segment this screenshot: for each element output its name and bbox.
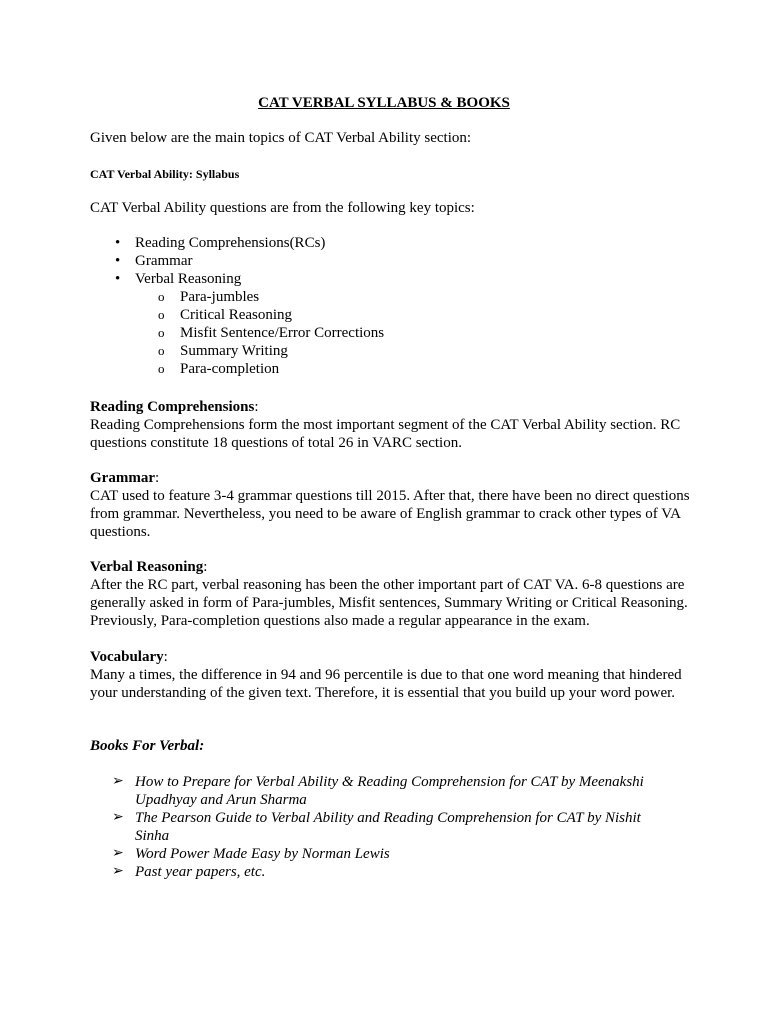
grammar-heading-line xyxy=(90,469,690,487)
subtopic-label: Summary Writing xyxy=(180,343,288,359)
syllabus-heading: CAT Verbal Ability: Syllabus xyxy=(90,167,240,181)
list-item xyxy=(90,360,690,378)
vocab-heading: Vocabulary xyxy=(90,649,164,665)
verbal-body: After the RC part, verbal reasoning has been the other important part of CAT VA. 6-8 questions are generally asked in form of Para-jumbles, Misfit sentences, Summary Writing or Critical Reasoning. Previously, Para-completion questions also made a regular appearance in the exam. xyxy=(90,577,688,629)
list-item xyxy=(90,773,670,809)
list-item xyxy=(90,845,670,863)
list-item xyxy=(90,288,690,306)
topic-label: Verbal Reasoning xyxy=(135,271,242,287)
rc-colon: : xyxy=(254,399,259,415)
arrow-bullet-icon: ➢ xyxy=(112,774,124,789)
verbal-heading-line xyxy=(90,558,690,576)
rc-heading: Reading Comprehensions xyxy=(90,399,255,415)
list-item xyxy=(90,306,690,324)
subtopic-label: Para-completion xyxy=(180,361,280,377)
circle-bullet-icon: o xyxy=(158,361,165,376)
bullet-icon: • xyxy=(115,235,121,251)
circle-bullet-icon: o xyxy=(158,343,165,358)
arrow-bullet-icon: ➢ xyxy=(112,810,124,825)
intro-text: Given below are the main topics of CAT Verbal Ability section: xyxy=(90,130,472,146)
grammar-colon: : xyxy=(154,470,160,486)
vocab-heading-line xyxy=(90,648,690,666)
circle-bullet-icon: o xyxy=(158,307,165,322)
book-title: How to Prepare for Verbal Ability & Reading Comprehension for CAT by Meenakshi Upadhyay and Arun Sharma xyxy=(135,774,644,808)
verbal-heading: Verbal Reasoning xyxy=(90,559,204,575)
book-title: Word Power Made Easy by Norman Lewis xyxy=(135,846,390,862)
bullet-icon: • xyxy=(115,271,121,287)
rc-heading-line xyxy=(90,398,690,416)
grammar-body: CAT used to feature 3-4 grammar questions till 2015. After that, there have been no direct questions from grammar. Nevertheless, you need to be aware of English grammar to crack other types of VA questions. xyxy=(90,488,690,540)
circle-bullet-icon: o xyxy=(158,325,165,340)
books-list xyxy=(90,773,670,881)
grammar-heading: Grammar xyxy=(90,470,155,486)
vocab-body: Many a times, the difference in 94 and 96 percentile is due to that one word meaning that hindered your understanding of the given text. Therefore, it is essential that you build up your word power. xyxy=(90,667,682,701)
topic-label: Grammar xyxy=(135,253,193,269)
list-item xyxy=(90,863,670,881)
arrow-bullet-icon: ➢ xyxy=(112,846,124,861)
list-item xyxy=(90,270,690,288)
verbal-section xyxy=(90,558,690,630)
arrow-bullet-icon: ➢ xyxy=(112,864,124,879)
circle-bullet-icon: o xyxy=(158,289,165,304)
topics-list xyxy=(90,234,690,378)
list-item xyxy=(90,324,690,342)
rc-body: Reading Comprehensions form the most important segment of the CAT Verbal Ability section. RC questions constitute 18 questions of total 26 in VARC section. xyxy=(90,417,681,451)
rc-section xyxy=(90,398,690,452)
list-item xyxy=(90,252,690,270)
book-title: The Pearson Guide to Verbal Ability and Reading Comprehension for CAT by Nishit Sinha xyxy=(135,810,641,844)
subtopic-label: Misfit Sentence/Error Corrections xyxy=(180,325,385,341)
book-title: Past year papers, etc. xyxy=(135,864,266,880)
topics-intro: CAT Verbal Ability questions are from the following key topics: xyxy=(90,200,475,216)
list-item xyxy=(90,342,690,360)
topic-label: Reading Comprehensions(RCs) xyxy=(135,235,326,251)
grammar-section xyxy=(90,469,690,541)
list-item xyxy=(90,809,670,845)
list-item xyxy=(90,234,690,252)
books-heading: Books For Verbal: xyxy=(90,738,205,754)
vocab-section xyxy=(90,648,690,702)
vocab-colon: : xyxy=(163,649,168,665)
verbal-colon: : xyxy=(203,559,208,575)
subtopic-label: Para-jumbles xyxy=(180,289,260,305)
subtopic-label: Critical Reasoning xyxy=(180,307,293,323)
bullet-icon: • xyxy=(115,253,121,269)
page-title: CAT VERBAL SYLLABUS & BOOKS xyxy=(258,95,510,111)
